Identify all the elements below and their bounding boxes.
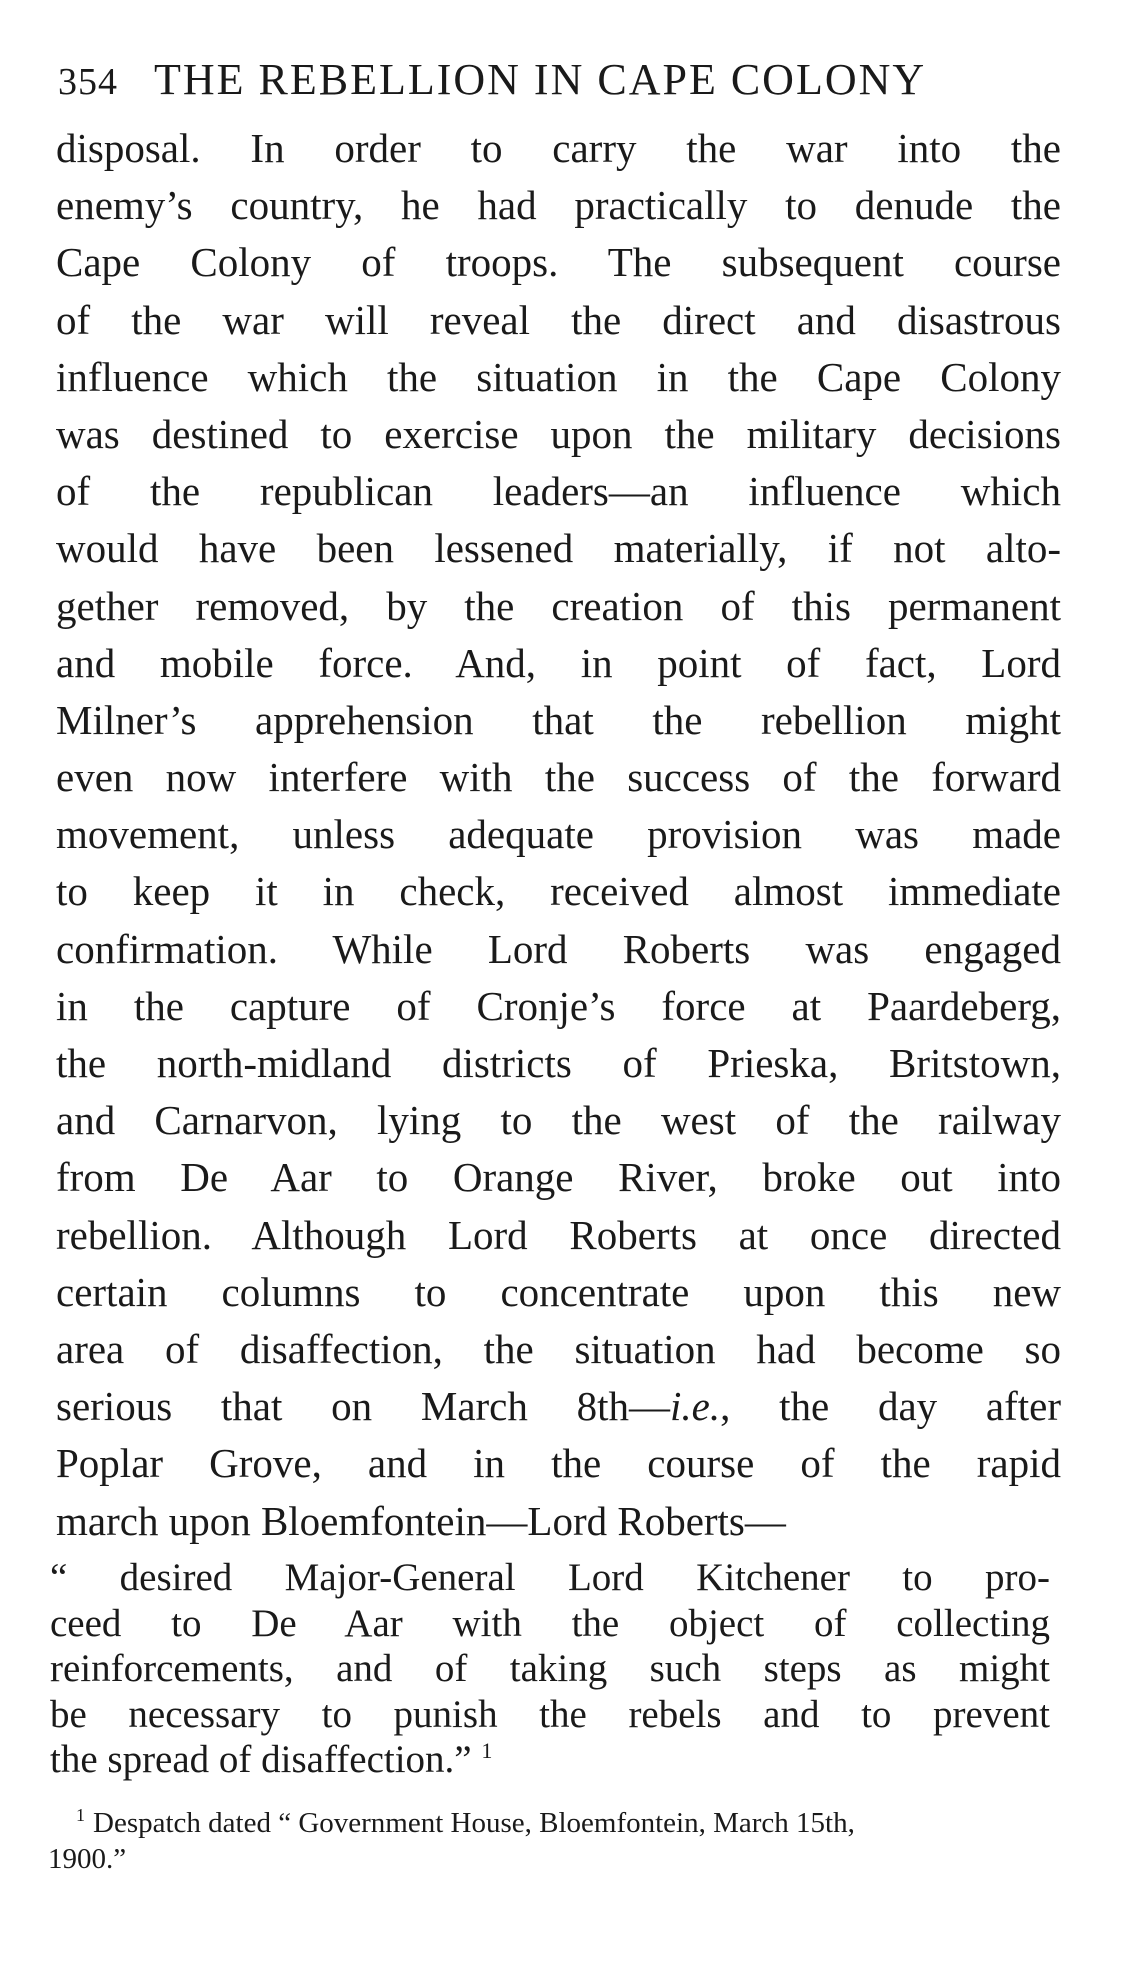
- text-line: the north-midland districts of Prieska, Britstown,: [56, 1040, 1061, 1086]
- text-line: would have been lessened materially, if not alto-: [56, 525, 1061, 572]
- text-segment: serious that on March 8th—: [56, 1383, 671, 1430]
- quote-line: ceed to De Aar with the object of collecting: [50, 1601, 1050, 1645]
- text-line: to keep it in check, received almost immediate: [56, 868, 1061, 915]
- text-line: influence which the situation in the Cape Colony: [56, 353, 1061, 400]
- text-line: gether removed, by the creation of this permanent: [56, 582, 1061, 629]
- text-line: certain columns to concentrate upon this new: [56, 1268, 1061, 1315]
- body-paragraph: [56, 120, 1061, 1550]
- text-line: confirmation. While Lord Roberts was engaged: [56, 925, 1061, 972]
- text-line: of the war will reveal the direct and disastrous: [56, 296, 1061, 343]
- text-segment: , the day after: [720, 1383, 1061, 1430]
- running-head: [58, 52, 1058, 112]
- text-line: of the republican leaders—an influence which: [56, 468, 1061, 515]
- footnote-marker: 1: [76, 1805, 85, 1826]
- text-line: and mobile force. And, in point of fact, Lord: [56, 639, 1061, 686]
- page-title: THE REBELLION IN CAPE COLONY: [154, 55, 927, 104]
- text-line-with-italic: [56, 1378, 1061, 1435]
- quote-line: “ desired Major-General Lord Kitchener to pro-: [50, 1556, 1050, 1599]
- text-line: march upon Bloemfontein—Lord Roberts—: [56, 1497, 786, 1544]
- footnote-line: 1900.”: [48, 1843, 127, 1875]
- footnote: [48, 1805, 1053, 1877]
- footnote-line: [48, 1805, 1053, 1841]
- quote-last-text: the spread of disaffection.”: [50, 1738, 482, 1781]
- footnote-reference: 1: [481, 1738, 493, 1763]
- text-line: area of disaffection, the situation had become so: [56, 1325, 1061, 1372]
- quote-line: be necessary to punish the rebels and to prevent: [50, 1692, 1050, 1736]
- text-line: disposal. In order to carry the war into the: [56, 125, 1061, 171]
- text-line: enemy’s country, he had practically to denude the: [56, 182, 1061, 229]
- text-line: Cape Colony of troops. The subsequent course: [56, 239, 1061, 286]
- footnote-text: Despatch dated “ Government House, Bloemfontein, March 15th,: [93, 1807, 855, 1839]
- block-quote: [50, 1555, 1050, 1783]
- text-line: in the capture of Cronje’s force at Paardeberg,: [56, 982, 1061, 1029]
- text-line: and Carnarvon, lying to the west of the railway: [56, 1097, 1061, 1144]
- text-line: rebellion. Although Lord Roberts at once directed: [56, 1211, 1061, 1258]
- text-line: from De Aar to Orange River, broke out into: [56, 1154, 1061, 1201]
- text-line: Milner’s apprehension that the rebellion might: [56, 696, 1061, 743]
- italic-abbreviation: i.e.: [670, 1383, 721, 1430]
- quote-line: reinforcements, and of taking such steps as might: [50, 1647, 1050, 1690]
- page-number: 354: [58, 61, 118, 103]
- text-line: even now interfere with the success of the forward: [56, 754, 1061, 801]
- text-line: was destined to exercise upon the military decisions: [56, 410, 1061, 457]
- quote-line: [50, 1737, 1050, 1783]
- text-line: movement, unless adequate provision was made: [56, 811, 1061, 858]
- text-line: Poplar Grove, and in the course of the rapid: [56, 1440, 1061, 1487]
